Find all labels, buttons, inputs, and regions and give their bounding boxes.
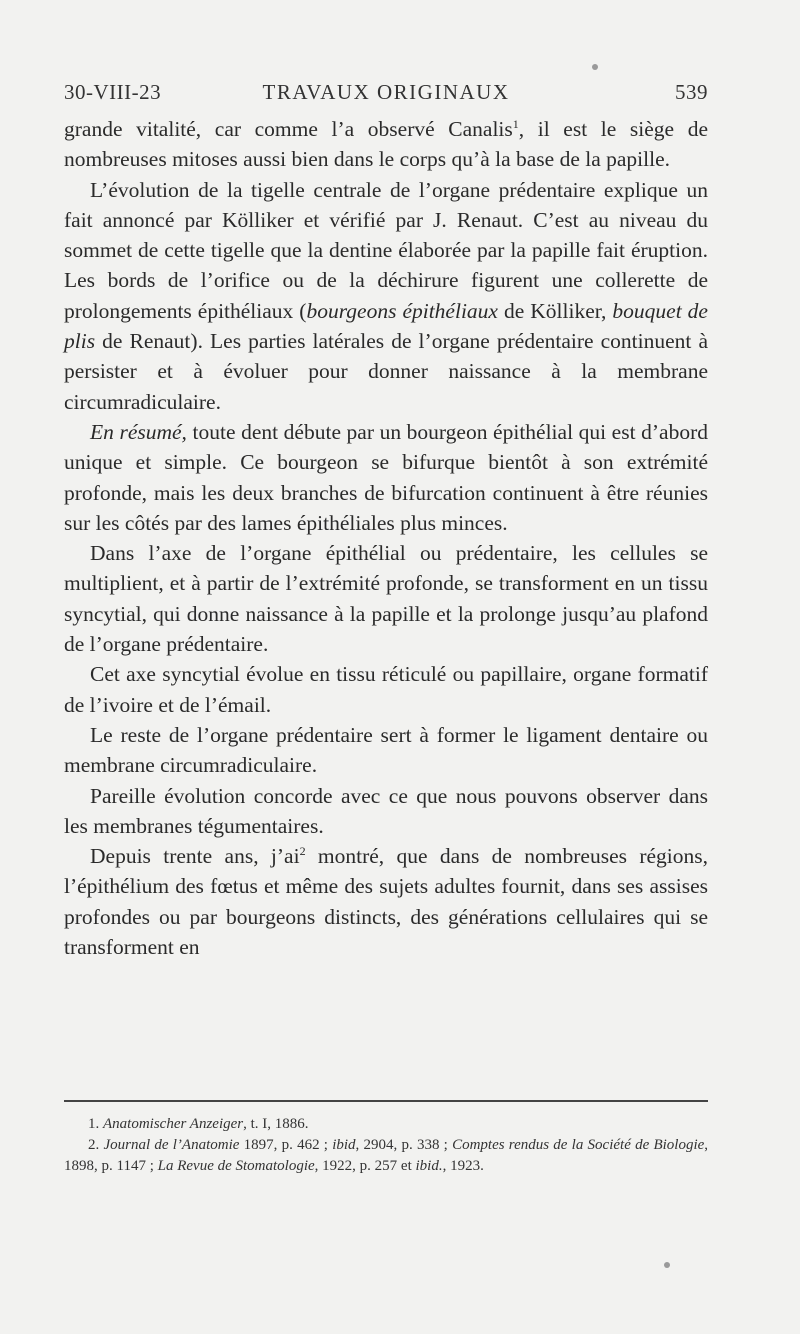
text-run: de Kölliker,: [497, 298, 613, 323]
footnotes: [64, 1114, 708, 1177]
italic-run: Anatomischer Anzeiger: [103, 1116, 244, 1132]
text-run: , 2904, p. 338 ;: [355, 1137, 453, 1153]
text-run: Depuis trente ans, j’ai: [90, 844, 300, 869]
footnote-divider: [64, 1100, 708, 1102]
page-number: 539: [675, 80, 708, 104]
italic-run: En résumé,: [90, 419, 187, 444]
italic-run: Comptes rendus de la Société de Biologie: [452, 1137, 705, 1153]
footnote-number: 1.: [88, 1116, 103, 1132]
text-run: L’évolution de la tigelle centrale de l’organe prédentaire explique un fait annoncé par Kölliker et vérifié par J. Renaut. C’est au niveau du sommet de cette tigelle que la dentine élaborée par la papille fait éruption. Les bords de l’orifice ou de la déchirure figurent une collerette de prolongements épithéliaux (: [64, 177, 708, 323]
paragraph: [64, 417, 708, 538]
footnote-ref: 1: [512, 116, 519, 131]
italic-run: ibid: [332, 1137, 356, 1153]
text-run: , 1922, p. 257 et: [314, 1158, 416, 1174]
text-run: grande vitalité, car comme l’a observé Canalis: [64, 117, 513, 141]
footnote: [64, 1135, 708, 1177]
paper-speck: [592, 64, 598, 70]
italic-run: ibid.: [415, 1158, 443, 1174]
paragraph: [64, 175, 708, 417]
footnote: [64, 1114, 708, 1135]
paragraph: Le reste de l’organe prédentaire sert à former le ligament dentaire ou membrane circumradiculaire.: [64, 722, 708, 778]
paragraph: Pareille évolution concorde avec ce que nous pouvons observer dans les membranes tégumentaires.: [64, 783, 708, 838]
text-run: toute dent débute par un bourgeon épithélial qui est d’abord unique et simple. Ce bourgeon se bifurque bientôt à son extrémité profonde, mais les deux branches de bifurcation continuent à être réunies sur les côtés par des lames épithéliales plus minces.: [64, 419, 708, 535]
paragraph: Dans l’axe de l’organe épithélial ou prédentaire, les cellules se multiplient, et à partir de l’extrémité profonde, se transforment en un tissu syncytial, qui donne naissance à la papille et la prolonge jusqu’au plafond de l’organe prédentaire.: [64, 541, 708, 657]
text-run: 1897, p. 462 ;: [239, 1137, 333, 1153]
footnote-number: 2.: [88, 1137, 104, 1153]
running-header: [64, 80, 708, 110]
header-date: 30-VIII-23: [64, 80, 162, 104]
text-run: , t. I, 1886.: [243, 1116, 309, 1132]
italic-run: bourgeons épithéliaux: [306, 298, 498, 323]
italic-run: Journal de l’Anatomie: [103, 1137, 240, 1153]
paper-speck: [664, 1262, 670, 1268]
paragraph: [64, 841, 708, 962]
italic-run: La Revue de Stomatologie: [157, 1158, 315, 1174]
text-run: , il est le siège de nombreuses mitoses aussi bien dans le corps qu’à la base de la papille.: [64, 117, 708, 172]
italic-run: bouquet de plis: [64, 298, 708, 354]
paragraph: [64, 114, 708, 175]
text-run: de Renaut). Les parties latérales de l’organe prédentaire continuent à persister et à évoluer pour donner naissance à la membrane circumradiculaire.: [64, 329, 708, 414]
text-run: , 1898, p. 1147 ;: [64, 1137, 709, 1174]
paragraph: Cet axe syncytial évolue en tissu réticulé ou papillaire, organe formatif de l’ivoire et de l’émail.: [64, 662, 708, 717]
text-run: , 1923.: [442, 1158, 484, 1174]
header-title: TRAVAUX ORIGINAUX: [262, 80, 510, 104]
text-run: montré, que dans de nombreuses régions, l’épithélium des fœtus et même des sujets adultes fournit, dans ses assises profondes ou par bourgeons distincts, des générations cellulaires qui se transforment en: [64, 844, 708, 960]
footnote-ref: 2: [299, 843, 306, 858]
main-text: [64, 114, 708, 962]
